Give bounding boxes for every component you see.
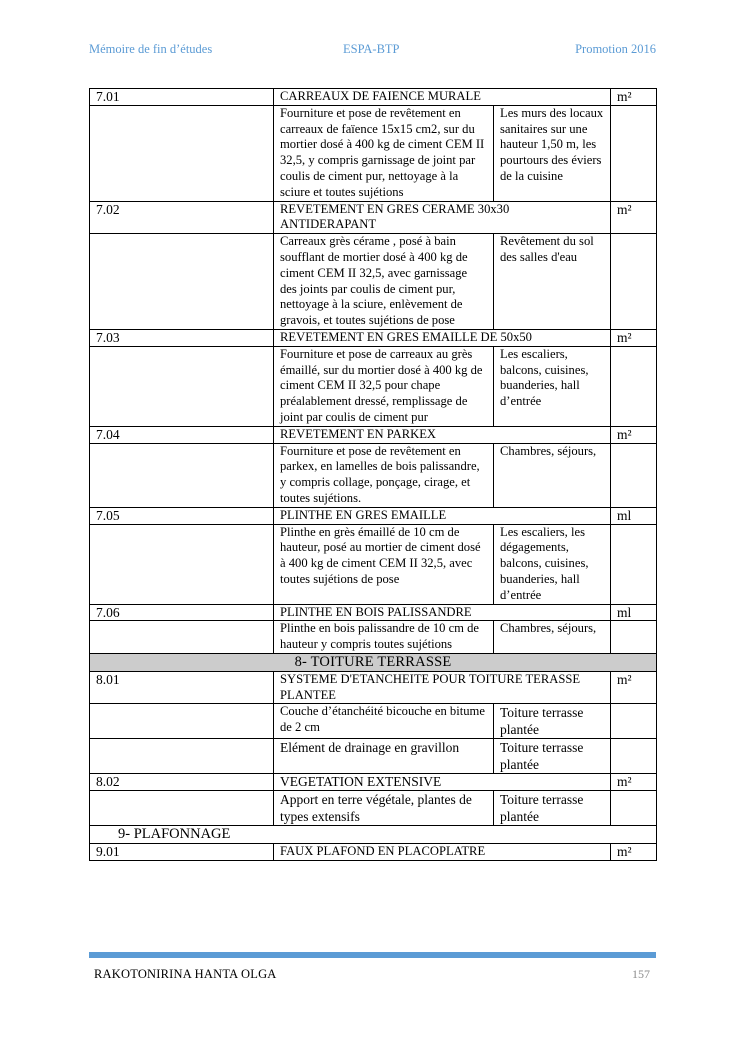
item-title: PLINTHE EN GRES EMAILLE xyxy=(274,507,611,524)
empty-cell xyxy=(90,105,274,201)
table-row xyxy=(90,426,657,443)
item-code: 8.02 xyxy=(90,774,274,791)
empty-cell xyxy=(90,234,274,330)
item-code: 7.03 xyxy=(90,329,274,346)
table-row xyxy=(90,621,657,654)
empty-cell xyxy=(611,524,657,604)
empty-cell xyxy=(90,791,274,826)
item-description: Carreaux grès cérame , posé à bain soufflant de mortier dosé à 400 kg de ciment CEM II 32,5, avec garnissage des joints par coulis de ciment pur, nettoyage à la sciure, enlèvement de gravois, et toutes sujétions de pose xyxy=(274,234,494,330)
empty-cell xyxy=(90,704,274,739)
empty-cell xyxy=(611,105,657,201)
header-left-title: Mémoire de fin d’études xyxy=(89,42,213,56)
table-row xyxy=(90,329,657,346)
table-row xyxy=(90,704,657,739)
table-row xyxy=(90,774,657,791)
empty-cell xyxy=(90,524,274,604)
item-unit: m² xyxy=(611,329,657,346)
table-row xyxy=(90,739,657,774)
item-location: Revêtement du sol des salles d'eau xyxy=(494,234,611,330)
item-location: Les escaliers, balcons, cuisines, buanderies, hall d’entrée xyxy=(494,346,611,426)
empty-cell xyxy=(90,739,274,774)
table-row xyxy=(90,604,657,621)
item-location: Les murs des locaux sanitaires sur une hauteur 1,50 m, les pourtours des éviers de la cuisine xyxy=(494,105,611,201)
item-unit: m² xyxy=(611,844,657,861)
item-unit: m² xyxy=(611,89,657,106)
item-title: REVETEMENT EN GRES CERAME 30x30 ANTIDERAPANT xyxy=(274,201,611,234)
item-description: Plinthe en grès émaillé de 10 cm de hauteur, posé au mortier de ciment dosé à 400 kg de ciment CEM II 32,5, avec toutes sujétions de pose xyxy=(274,524,494,604)
empty-cell xyxy=(611,234,657,330)
item-location: Toiture terrasse plantée xyxy=(494,739,611,774)
item-description: Fourniture et pose de revêtement en parkex, en lamelles de bois palissandre, y compris collage, ponçage, cirage, et toutes sujétions. xyxy=(274,443,494,507)
table-row xyxy=(90,234,657,330)
table-row xyxy=(90,346,657,426)
item-location: Les escaliers, les dégagements, balcons, cuisines, buanderies, hall d’entrée xyxy=(494,524,611,604)
item-unit: m² xyxy=(611,201,657,234)
item-code: 7.05 xyxy=(90,507,274,524)
item-unit: ml xyxy=(611,507,657,524)
table-row xyxy=(90,89,657,106)
empty-cell xyxy=(90,621,274,654)
item-description: Couche d’étanchéité bicouche en bitume de 2 cm xyxy=(274,704,494,739)
item-description: Fourniture et pose de carreaux au grès émaillé, sur du mortier dosé à 400 kg de ciment CEM II 32,5 pour chape préalablement dressé, remplissage de joint par coulis de ciment pur xyxy=(274,346,494,426)
item-code: 7.06 xyxy=(90,604,274,621)
item-code: 7.04 xyxy=(90,426,274,443)
item-description: Apport en terre végétale, plantes de types extensifs xyxy=(274,791,494,826)
table-row xyxy=(90,844,657,861)
item-title: SYSTEME D'ETANCHEITE POUR TOITURE TERASSE PLANTEE xyxy=(274,671,611,704)
item-title: REVETEMENT EN PARKEX xyxy=(274,426,611,443)
item-code: 9.01 xyxy=(90,844,274,861)
item-location: Chambres, séjours, xyxy=(494,443,611,507)
page-number: 157 xyxy=(632,967,650,981)
section-heading-row xyxy=(90,653,657,671)
item-description: Plinthe en bois palissandre de 10 cm de hauteur y compris toutes sujétions xyxy=(274,621,494,654)
item-unit: m² xyxy=(611,774,657,791)
item-title: VEGETATION EXTENSIVE xyxy=(274,774,611,791)
table-row xyxy=(90,201,657,234)
chapter-heading-row xyxy=(90,826,657,844)
item-unit: ml xyxy=(611,604,657,621)
item-unit: m² xyxy=(611,671,657,704)
item-location: Toiture terrasse plantée xyxy=(494,704,611,739)
table-row xyxy=(90,791,657,826)
table-row xyxy=(90,105,657,201)
item-description: Fourniture et pose de revêtement en carreaux de faïence 15x15 cm2, sur du mortier dosé à 400 kg de ciment CEM II 32,5, y compris garnissage de joint par coulis de ciment pur, nettoyage à la sciure et toutes sujétions xyxy=(274,105,494,201)
chapter-heading: 9- PLAFONNAGE xyxy=(90,826,657,844)
item-location: Toiture terrasse plantée xyxy=(494,791,611,826)
item-title: PLINTHE EN BOIS PALISSANDRE xyxy=(274,604,611,621)
footer-divider xyxy=(89,952,656,958)
header-center-title: ESPA-BTP xyxy=(343,42,400,56)
item-title: REVETEMENT EN GRES EMAILLE DE 50x50 xyxy=(274,329,611,346)
item-code: 7.02 xyxy=(90,201,274,234)
item-code: 7.01 xyxy=(90,89,274,106)
item-code: 8.01 xyxy=(90,671,274,704)
table-row xyxy=(90,443,657,507)
table-row xyxy=(90,524,657,604)
specification-table xyxy=(89,88,657,861)
item-description: Elément de drainage en gravillon xyxy=(274,739,494,774)
empty-cell xyxy=(611,791,657,826)
item-title: CARREAUX DE FAIENCE MURALE xyxy=(274,89,611,106)
item-title: FAUX PLAFOND EN PLACOPLATRE xyxy=(274,844,611,861)
table-row xyxy=(90,507,657,524)
empty-cell xyxy=(611,704,657,739)
empty-cell xyxy=(90,443,274,507)
empty-cell xyxy=(611,346,657,426)
item-unit: m² xyxy=(611,426,657,443)
empty-cell xyxy=(611,739,657,774)
footer-author: RAKOTONIRINA HANTA OLGA xyxy=(94,967,277,981)
section-heading: 8- TOITURE TERRASSE xyxy=(90,653,657,671)
empty-cell xyxy=(611,621,657,654)
header-right-title: Promotion 2016 xyxy=(575,42,656,56)
empty-cell xyxy=(611,443,657,507)
empty-cell xyxy=(90,346,274,426)
table-row xyxy=(90,671,657,704)
item-location: Chambres, séjours, xyxy=(494,621,611,654)
